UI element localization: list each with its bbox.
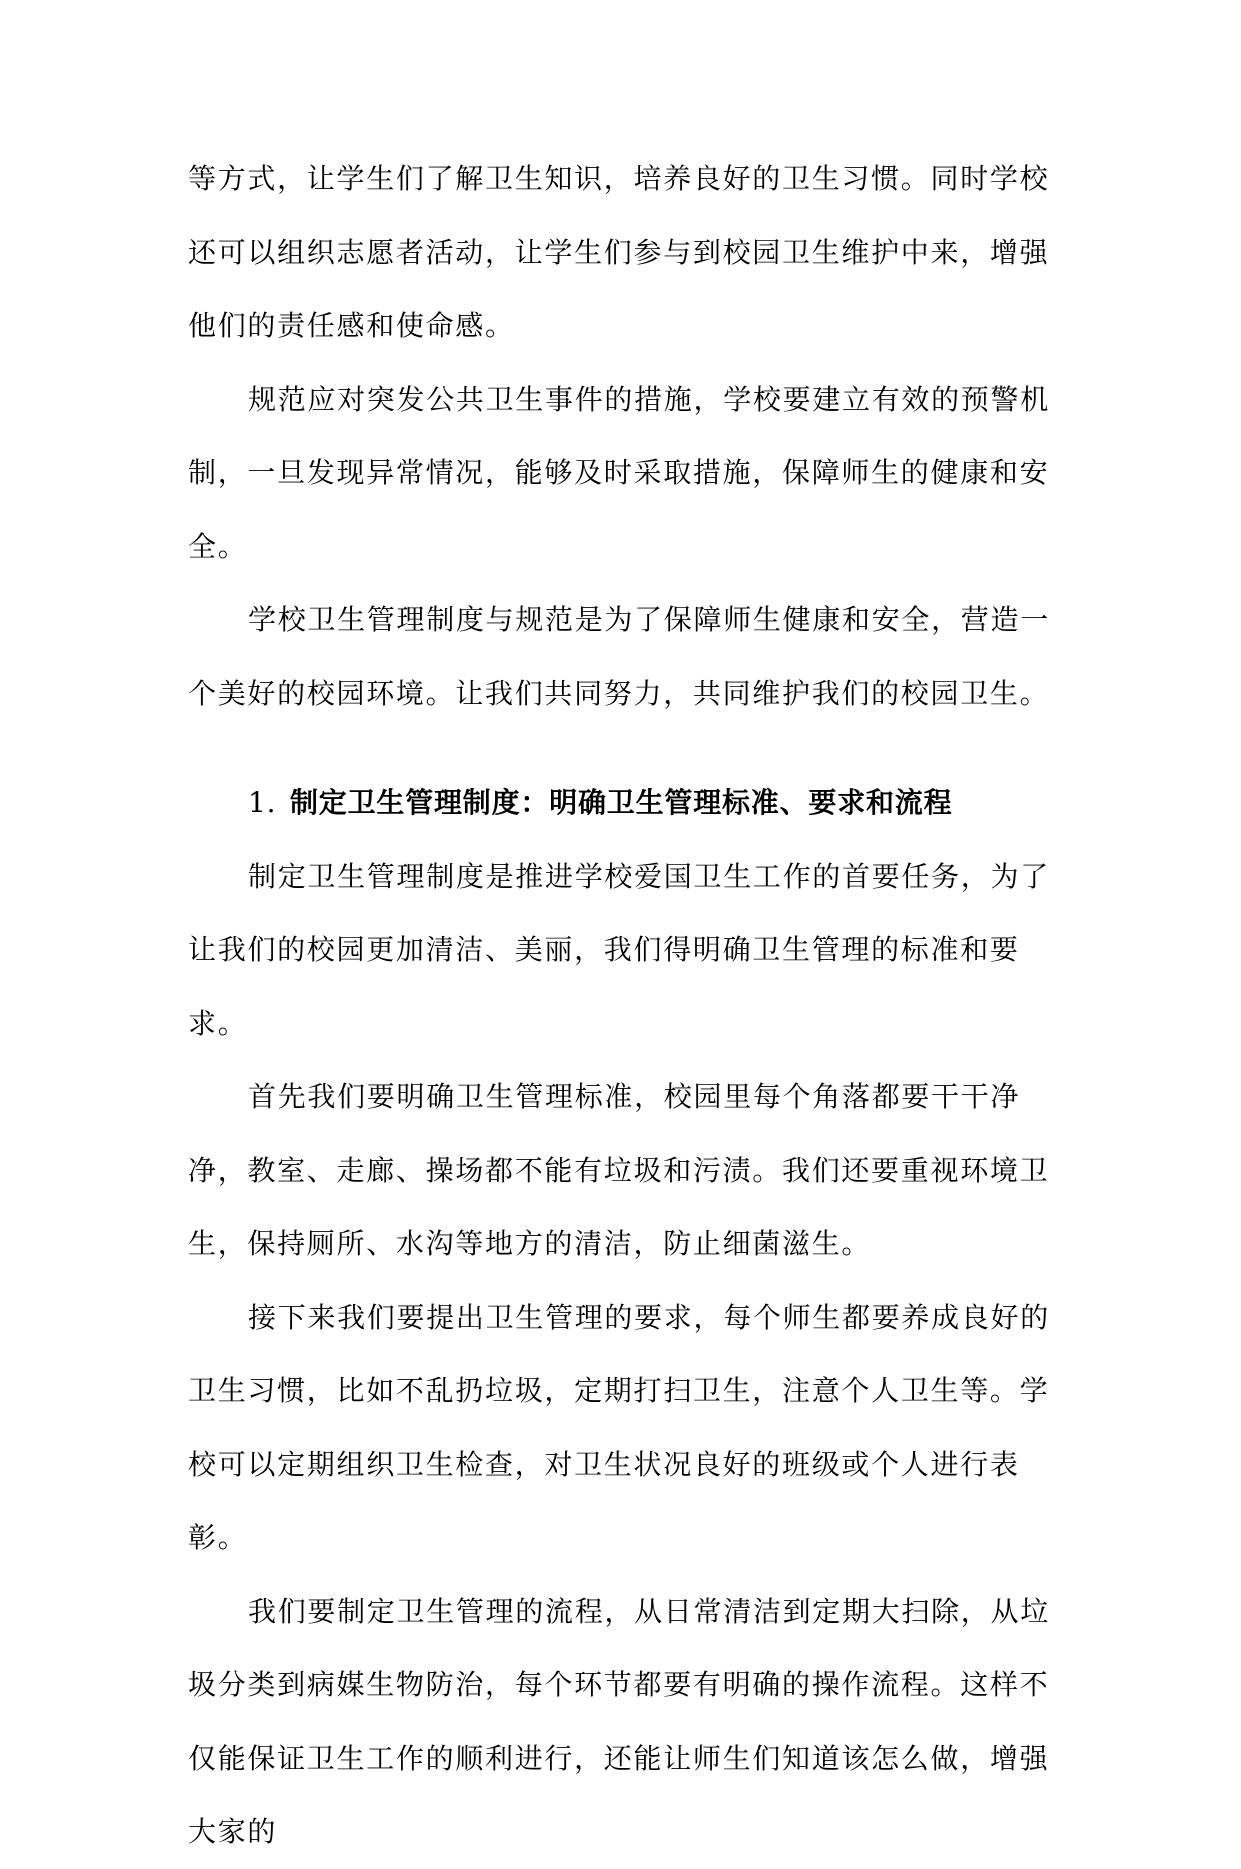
paragraph-standards: 首先我们要明确卫生管理标准，校园里每个角落都要干干净净，教室、走廊、操场都不能有垃圾和污渍。我们还要重视环境卫生，保持厕所、水沟等地方的清洁，防止细菌滋生。 [188,1080,1050,1260]
section-heading [188,766,1068,840]
paragraph-requirements: 接下来我们要提出卫生管理的要求，每个师生都要养成良好的卫生习惯，比如不乱扔垃圾，定期打扫卫生，注意个人卫生等。学校可以定期组织卫生检查，对卫生状况良好的班级或个人进行表彰。 [188,1300,1050,1554]
document-body [188,142,1068,1869]
section-heading-number: 1. [248,786,277,819]
section-heading-text: 制定卫生管理制度：明确卫生管理标准、要求和流程 [290,786,953,819]
paragraph-summary: 学校卫生管理制度与规范是为了保障师生健康和安全，营造一个美好的校园环境。让我们共同努力，共同维护我们的校园卫生。 [188,603,1050,710]
paragraph-intro: 制定卫生管理制度是推进学校爱国卫生工作的首要任务，为了让我们的校园更加清洁、美丽，我们得明确卫生管理的标准和要求。 [188,859,1050,1040]
paragraph-emergency-measures: 规范应对突发公共卫生事件的措施，学校要建立有效的预警机制，一旦发现异常情况，能够及时采取措施，保障师生的健康和安全。 [188,382,1050,563]
paragraph-continuation: 等方式，让学生们了解卫生知识，培养良好的卫生习惯。同时学校还可以组织志愿者活动，让学生们参与到校园卫生维护中来，增强他们的责任感和使命感。 [188,162,1050,342]
paragraph-process: 我们要制定卫生管理的流程，从日常清洁到定期大扫除，从垃圾分类到病媒生物防治，每个环节都要有明确的操作流程。这样不仅能保证卫生工作的顺利进行，还能让师生们知道该怎么做，增强大家的 [188,1594,1050,1848]
